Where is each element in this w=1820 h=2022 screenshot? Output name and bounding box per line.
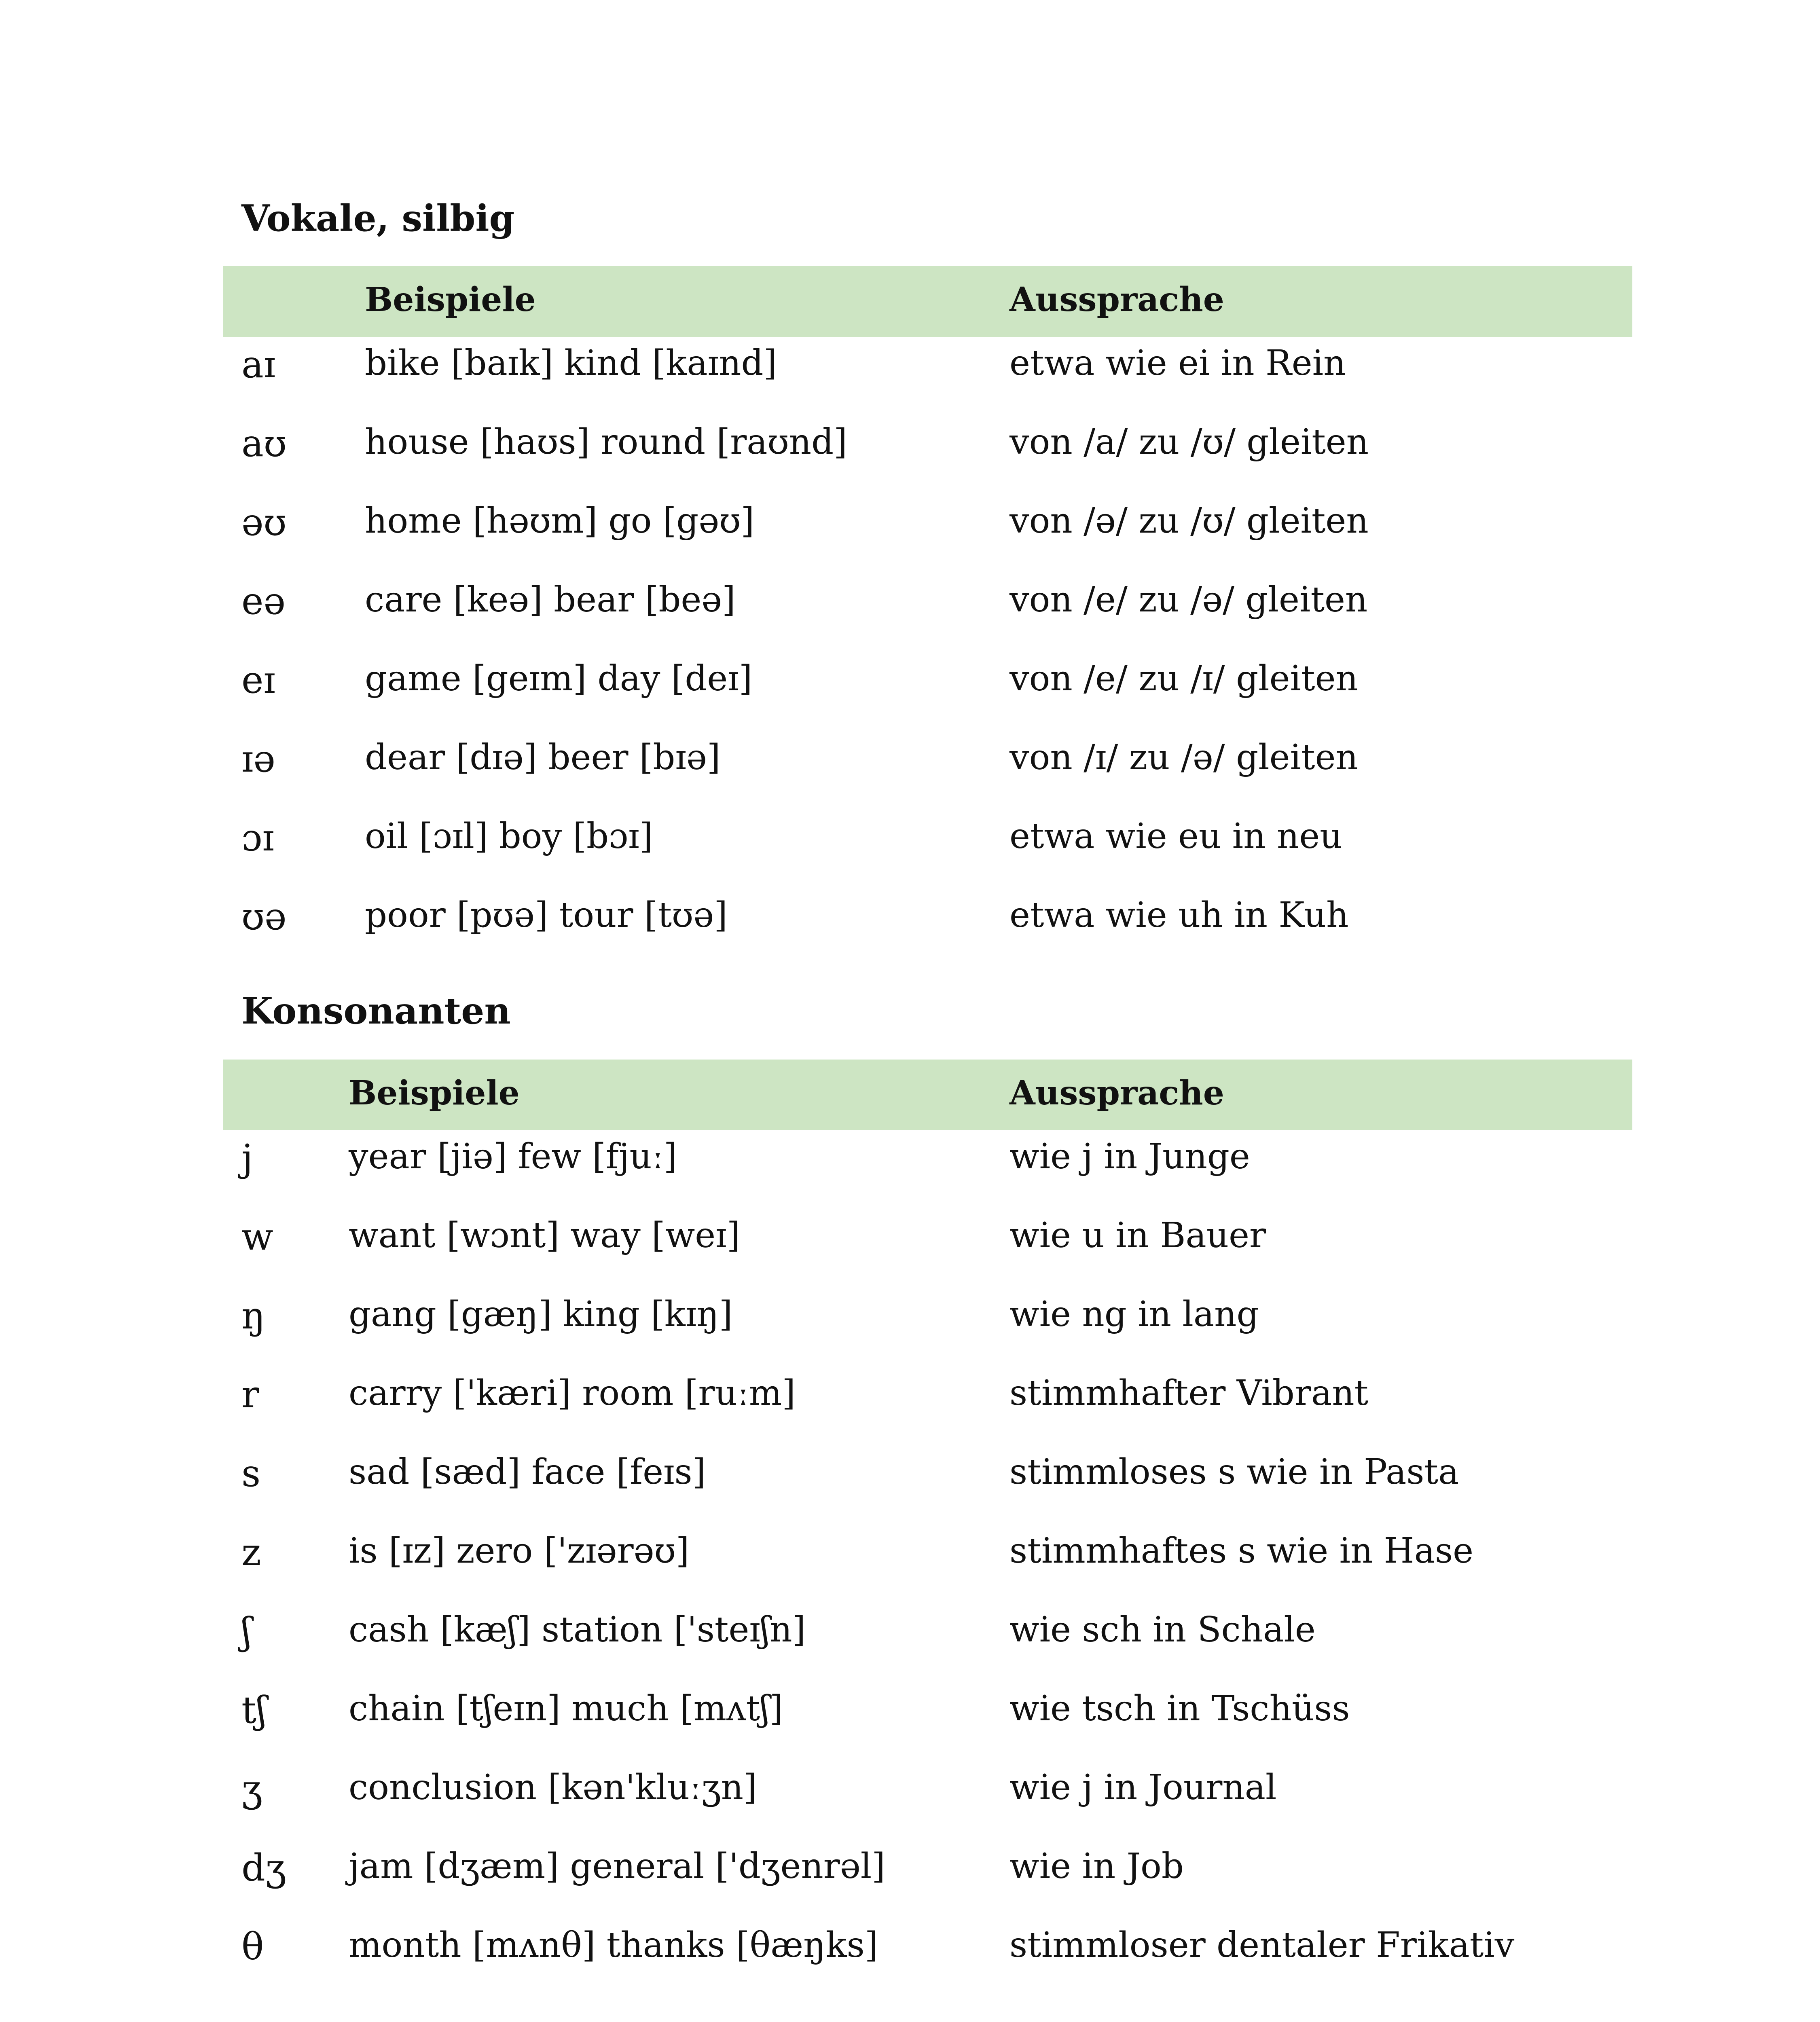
pronunciation-cell: wie j in Journal [1009, 1767, 1277, 1808]
table-row [223, 1367, 1632, 1446]
consonants-table-header [223, 1060, 1632, 1130]
vowels-table-header [223, 266, 1632, 337]
header-examples: Beispiele [349, 1074, 520, 1113]
header-pronunciation: Aussprache [1009, 280, 1224, 319]
table-row [223, 1288, 1632, 1367]
examples-cell: oil [ɔɪl] boy [bɔɪ] [365, 816, 653, 857]
pronunciation-cell: von /e/ zu /ɪ/ gleiten [1009, 658, 1358, 699]
examples-cell: cash [kæʃ] station ['steɪʃn] [349, 1610, 806, 1650]
pronunciation-cell: wie sch in Schale [1009, 1610, 1316, 1650]
examples-cell: want [wɔnt] way [weɪ] [349, 1215, 741, 1256]
phonetic-symbol: ɪə [241, 737, 275, 780]
table-row [223, 1130, 1632, 1209]
examples-cell: game [geɪm] day [deɪ] [365, 658, 753, 699]
table-row [223, 1682, 1632, 1761]
examples-cell: sad [sæd] face [feɪs] [349, 1452, 706, 1492]
table-row [223, 1603, 1632, 1682]
examples-cell: poor [pʊə] tour [tʊə] [365, 895, 728, 935]
pronunciation-cell: von /e/ zu /ə/ gleiten [1009, 580, 1368, 620]
pronunciation-cell: von /ə/ zu /ʊ/ gleiten [1009, 501, 1369, 541]
section-title-vowels: Vokale, silbig [241, 197, 515, 240]
phonetic-symbol: ʊə [241, 895, 287, 938]
table-row [223, 652, 1632, 731]
pronunciation-cell: von /a/ zu /ʊ/ gleiten [1009, 422, 1369, 462]
table-row [223, 573, 1632, 652]
phonetic-symbol: eɪ [241, 658, 275, 702]
pronunciation-cell: stimmhafter Vibrant [1009, 1373, 1369, 1413]
examples-cell: home [həʊm] go [gəʊ] [365, 501, 755, 541]
table-row [223, 1840, 1632, 1919]
table-row [223, 1525, 1632, 1603]
header-pronunciation: Aussprache [1009, 1074, 1224, 1113]
table-row [223, 337, 1632, 416]
examples-cell: is [ɪz] zero ['zɪərəʊ] [349, 1531, 690, 1571]
table-row [223, 889, 1632, 968]
phonetic-symbol: tʃ [241, 1688, 267, 1732]
pronunciation-cell: wie ng in lang [1009, 1294, 1259, 1335]
phonetic-symbol: dʒ [241, 1846, 286, 1889]
consonants-table [223, 1060, 1632, 1998]
table-row [223, 495, 1632, 573]
pronunciation-cell: wie j in Junge [1009, 1136, 1250, 1177]
phonetic-symbol: z [241, 1531, 261, 1574]
phonetic-symbol: s [241, 1452, 261, 1495]
phonetic-symbol: aʊ [241, 422, 287, 465]
pronunciation-cell: stimmloser dentaler Frikativ [1009, 1925, 1515, 1965]
examples-cell: gang [gæŋ] king [kɪŋ] [349, 1294, 733, 1335]
phonetic-symbol: ŋ [241, 1294, 266, 1337]
table-row [223, 1446, 1632, 1525]
pronunciation-cell: etwa wie eu in neu [1009, 816, 1342, 857]
examples-cell: month [mʌnθ] thanks [θæŋks] [349, 1925, 878, 1965]
pronunciation-cell: wie in Job [1009, 1846, 1184, 1887]
phonetic-symbol: r [241, 1373, 259, 1416]
examples-cell: house [haʊs] round [raʊnd] [365, 422, 847, 462]
phonetic-symbol: ɔɪ [241, 816, 274, 859]
pronunciation-cell: wie u in Bauer [1009, 1215, 1266, 1256]
phonetic-symbol: j [241, 1136, 253, 1180]
examples-cell: dear [dɪə] beer [bɪə] [365, 737, 721, 778]
phonetic-symbol: ʒ [241, 1767, 262, 1810]
table-row [223, 1209, 1632, 1288]
examples-cell: carry ['kæri] room [ruːm] [349, 1373, 796, 1413]
vowels-table [223, 266, 1632, 968]
table-row [223, 1919, 1632, 1998]
examples-cell: year [jiə] few [fjuː] [349, 1136, 677, 1177]
examples-cell: conclusion [kən'kluːʒn] [349, 1767, 757, 1808]
pronunciation-cell: etwa wie uh in Kuh [1009, 895, 1349, 935]
table-row [223, 416, 1632, 495]
pronunciation-cell: stimmhaftes s wie in Hase [1009, 1531, 1474, 1571]
phonetic-symbol: əʊ [241, 501, 287, 544]
phonetic-symbol: ʃ [241, 1610, 252, 1653]
pronunciation-cell: wie tsch in Tschüss [1009, 1688, 1350, 1729]
phonetic-symbol: θ [241, 1925, 264, 1968]
pronunciation-cell: stimmloses s wie in Pasta [1009, 1452, 1459, 1492]
examples-cell: bike [baɪk] kind [kaɪnd] [365, 343, 777, 383]
table-row [223, 731, 1632, 810]
phonetic-symbol: aɪ [241, 343, 276, 386]
examples-cell: chain [tʃeɪn] much [mʌtʃ] [349, 1688, 783, 1729]
table-row [223, 810, 1632, 889]
examples-cell: care [keə] bear [beə] [365, 580, 736, 620]
pronunciation-cell: von /ɪ/ zu /ə/ gleiten [1009, 737, 1358, 778]
pronunciation-cell: etwa wie ei in Rein [1009, 343, 1346, 383]
header-examples: Beispiele [365, 280, 536, 319]
phonetic-symbol: w [241, 1215, 273, 1258]
examples-cell: jam [dʒæm] general ['dʒenrəl] [349, 1846, 885, 1887]
phonetic-symbol: eə [241, 580, 286, 623]
section-title-consonants: Konsonanten [241, 990, 511, 1032]
table-row [223, 1761, 1632, 1840]
